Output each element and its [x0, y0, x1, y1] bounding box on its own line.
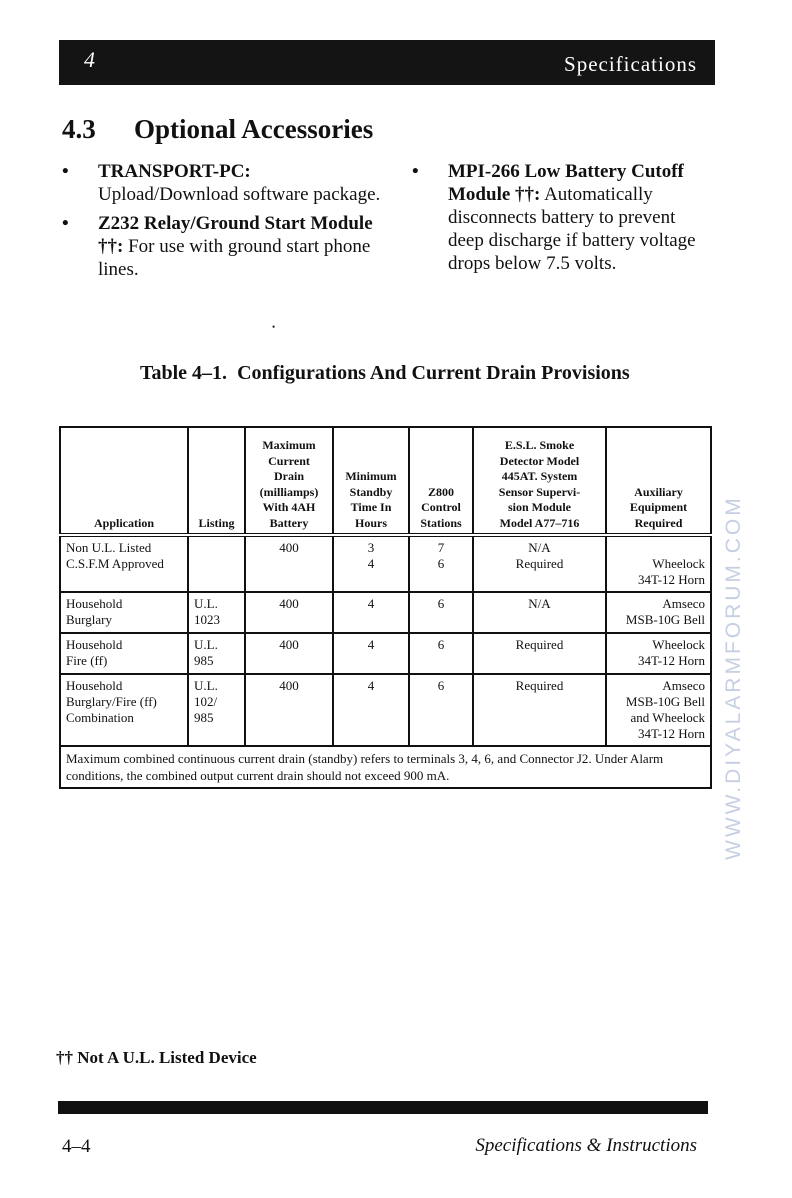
cell-smoke-detector: N/A Required	[473, 535, 606, 592]
cell-z800-stations: 6	[409, 633, 473, 674]
cell-z800-stations: 6	[409, 674, 473, 746]
column-header: Z800 Control Stations	[409, 427, 473, 535]
footer-rule	[58, 1101, 708, 1114]
table-caption	[140, 362, 630, 385]
section-heading	[62, 114, 373, 145]
bullet: •	[412, 161, 419, 182]
accessory-list-left	[62, 160, 382, 287]
page-header-bar	[59, 40, 715, 85]
cell-standby-hours: 3 4	[333, 535, 409, 592]
column-header: Minimum Standby Time In Hours	[333, 427, 409, 535]
list-item	[62, 212, 382, 281]
table-note: Maximum combined continuous current drain (standby) refers to terminals 3, 4, 6, and Connector J2. Under Alarm conditions, the combined output current drain should not exceed 900 mA.	[60, 746, 711, 788]
cell-max-drain: 400	[245, 535, 333, 592]
stray-mark: •	[272, 322, 276, 332]
table-note-row	[60, 746, 711, 788]
cell-max-drain: 400	[245, 633, 333, 674]
cell-aux-equipment: Amseco MSB-10G Bell	[606, 592, 711, 633]
page-number: 4–4	[62, 1136, 91, 1157]
accessory-description: Upload/Download software package.	[98, 184, 381, 205]
cell-smoke-detector: Required	[473, 633, 606, 674]
column-header: Application	[60, 427, 188, 535]
cell-smoke-detector: Required	[473, 674, 606, 746]
cell-listing: U.L. 1023	[188, 592, 245, 633]
cell-max-drain: 400	[245, 674, 333, 746]
bullet: •	[62, 213, 69, 234]
bullet: •	[62, 161, 69, 182]
table-row	[60, 674, 711, 746]
cell-smoke-detector: N/A	[473, 592, 606, 633]
accessory-name: TRANSPORT-PC:	[98, 161, 251, 182]
accessory-name: Z232 Relay/Ground Start Module ††:	[98, 213, 373, 257]
cell-application: Household Burglary/Fire (ff) Combination	[60, 674, 188, 746]
configurations-table	[59, 426, 712, 789]
chapter-number: 4	[84, 47, 95, 72]
cell-standby-hours: 4	[333, 674, 409, 746]
cell-application: Non U.L. Listed C.S.F.M Approved	[60, 535, 188, 592]
cell-aux-equipment: Amseco MSB-10G Bell and Wheelock 34T-12 Horn	[606, 674, 711, 746]
cell-aux-equipment: Wheelock 34T-12 Horn	[606, 633, 711, 674]
chapter-title: Specifications	[564, 52, 697, 76]
accessory-name: MPI-266 Low Battery Cutoff Module ††:	[448, 161, 684, 205]
cell-listing	[188, 535, 245, 592]
cell-max-drain: 400	[245, 592, 333, 633]
cell-z800-stations: 7 6	[409, 535, 473, 592]
cell-standby-hours: 4	[333, 633, 409, 674]
cell-application: Household Burglary	[60, 592, 188, 633]
section-number: 4.3	[62, 114, 96, 144]
table-row	[60, 592, 711, 633]
cell-aux-equipment: Wheelock 34T-12 Horn	[606, 535, 711, 592]
cell-z800-stations: 6	[409, 592, 473, 633]
cell-standby-hours: 4	[333, 592, 409, 633]
watermark: WWW.DIYALARMFORUM.COM	[722, 495, 745, 860]
accessory-list-right	[412, 160, 712, 281]
accessory-description: For use with ground start phone lines.	[98, 236, 371, 280]
footer-title: Specifications & Instructions	[475, 1135, 697, 1156]
cell-listing: U.L. 102/ 985	[188, 674, 245, 746]
column-header: Auxiliary Equipment Required	[606, 427, 711, 535]
table-row	[60, 633, 711, 674]
column-header: Maximum Current Drain (milliamps) With 4AH Battery	[245, 427, 333, 535]
column-header: E.S.L. Smoke Detector Model 445AT. System Sensor Supervi- sion Module Model A77–716	[473, 427, 606, 535]
list-item	[62, 160, 382, 206]
column-header: Listing	[188, 427, 245, 535]
list-item	[412, 160, 712, 275]
footnote: †† Not A U.L. Listed Device	[56, 1048, 257, 1067]
table-row	[60, 535, 711, 592]
table-header-row	[60, 427, 711, 535]
cell-application: Household Fire (ff)	[60, 633, 188, 674]
cell-listing: U.L. 985	[188, 633, 245, 674]
accessory-description: Automatically disconnects battery to prevent deep discharge if battery voltage drops below 7.5 volts.	[448, 184, 696, 274]
table-title: Configurations And Current Drain Provisions	[237, 362, 630, 384]
table-label: Table 4–1.	[140, 362, 228, 384]
section-title: Optional Accessories	[134, 114, 374, 144]
